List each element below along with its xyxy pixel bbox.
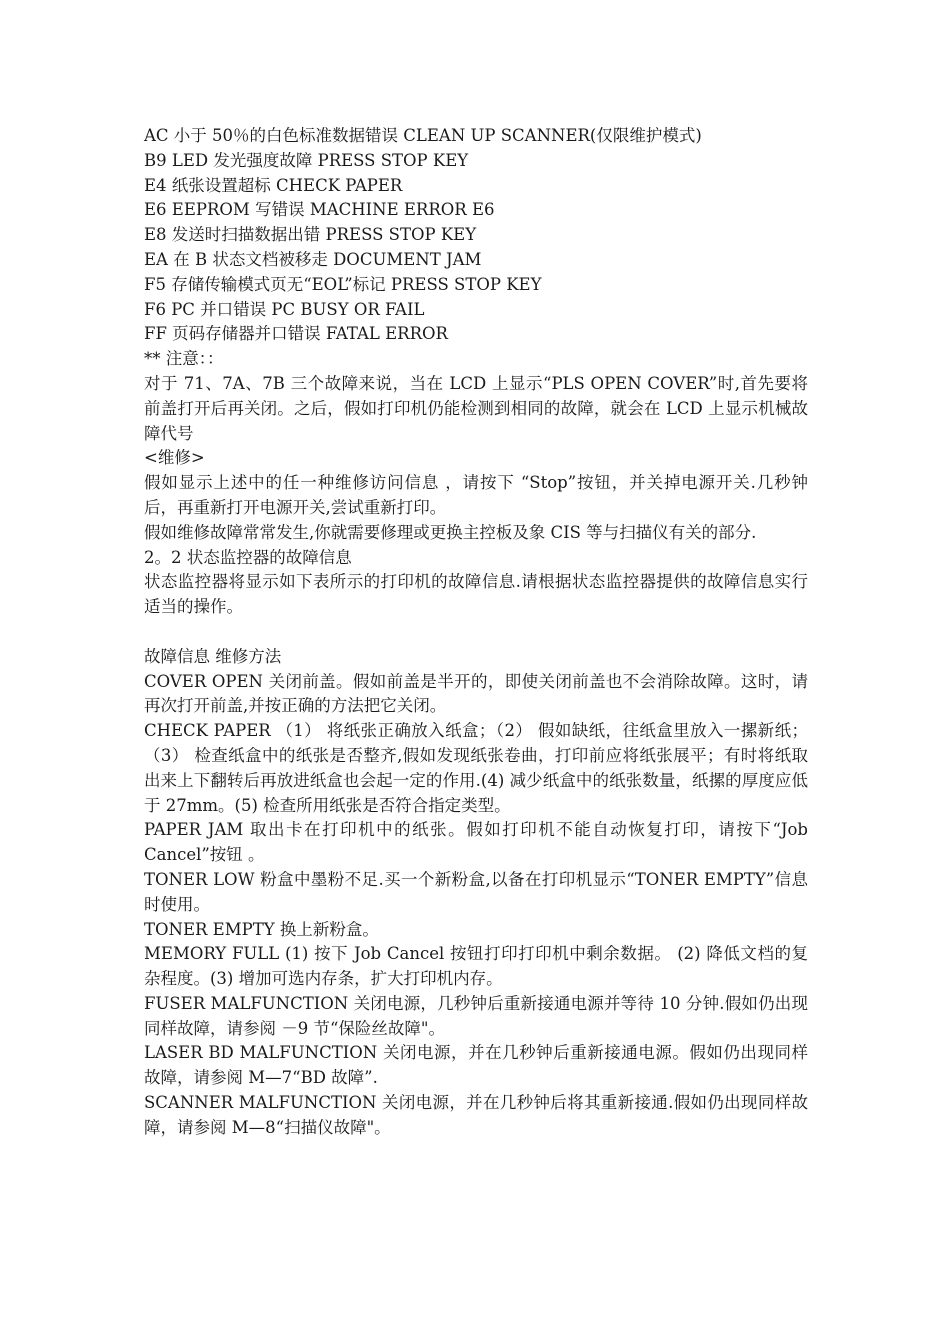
repair-paragraph-1: 假如显示上述中的任一种维修访问信息 ，请按下 “Stop”按钮，并关掉电源开关.几秒钟后，再重新打开电源开关,尝试重新打印。 xyxy=(144,473,808,517)
fault-entry-toner-low: TONER LOW 粉盒中墨粉不足.买一个新粉盒,以备在打印机显示“TONER EMPTY”信息时使用。 xyxy=(144,869,808,914)
error-code-line-f5: F5 存储传输模式页无“EOL”标记 PRESS STOP KEY xyxy=(144,274,542,294)
error-code-line-ac: AC 小于 50％的白色标准数据错误 CLEAN UP SCANNER(仅限维护模式) xyxy=(144,126,702,145)
note-heading: ** 注意：： xyxy=(144,349,224,369)
fault-entry-laser-bd-malfunction: LASER BD MALFUNCTION 关闭电源，并在几秒钟后重新接通电源。假如仍出现同样故障，请参阅 M—7“BD 故障”. xyxy=(144,1043,808,1088)
error-code-line-ff: FF 页码存储器并口错误 FATAL ERROR xyxy=(144,324,448,344)
error-code-line-ea: EA 在 B 状态文档被移走 DOCUMENT JAM xyxy=(144,249,482,269)
section-heading-2-2: 2。2 状态监控器的故障信息 xyxy=(144,547,352,567)
fault-entry-check-paper: CHECK PAPER （1） 将纸张正确放入纸盒；（2） 假如缺纸，往纸盒里放入一摞新纸；（3） 检查纸盒中的纸张是否整齐,假如发现纸张卷曲，打印前应将纸张展平；有时将纸取出来上下翻转后再放进纸盒也会起一定的作用.(4) 减少纸盒中的纸张数量，纸摞的厚度应低于 27mm。(5) 检查所用纸张是否符合指定类型。 xyxy=(144,721,808,815)
error-code-line-e4: E4 纸张设置超标 CHECK PAPER xyxy=(144,175,403,195)
error-code-line-b9: B9 LED 发光强度故障 PRESS STOP KEY xyxy=(144,150,469,170)
fault-entry-memory-full: MEMORY FULL (1) 按下 Job Cancel 按钮打印打印机中剩余数据。 (2) 降低文档的复杂程度。(3) 增加可选内存条，扩大打印机内存。 xyxy=(144,944,808,989)
section-intro-paragraph: 状态监控器将显示如下表所示的打印机的故障信息.请根据状态监控器提供的故障信息实行适当的操作。 xyxy=(144,572,808,617)
repair-paragraph-2: 假如维修故障常常发生,你就需要修理或更换主控板及象 CIS 等与扫描仪有关的部分. xyxy=(144,522,757,542)
table-header-line: 故障信息 维修方法 xyxy=(144,646,282,666)
repair-heading: <维修> xyxy=(144,448,205,468)
fault-entry-paper-jam: PAPER JAM 取出卡在打印机中的纸张。假如打印机不能自动恢复打印，请按下“Job Cancel”按钮 。 xyxy=(144,820,808,865)
blank-line xyxy=(144,620,808,645)
error-code-line-e8: E8 发送时扫描数据出错 PRESS STOP KEY xyxy=(144,225,477,245)
error-code-line-e6: E6 EEPROM 写错误 MACHINE ERROR E6 xyxy=(144,200,495,220)
note-paragraph: 对于 71、7A、7B 三个故障来说，当在 LCD 上显示“PLS OPEN COVER”时,首先要将前盖打开后再关闭。之后，假如打印机仍能检测到相同的故障，就会在 LCD 上显示机械故障代号 xyxy=(144,373,808,443)
fault-entry-cover-open: COVER OPEN 关闭前盖。假如前盖是半开的，即使关闭前盖也不会消除故障。这时，请再次打开前盖,并按正确的方法把它关闭。 xyxy=(144,671,808,716)
fault-entry-toner-empty: TONER EMPTY 换上新粉盒。 xyxy=(144,919,379,939)
fault-entry-scanner-malfunction: SCANNER MALFUNCTION 关闭电源，并在几秒钟后将其重新接通.假如仍出现同样故障，请参阅 M—8“扫描仪故障"。 xyxy=(144,1093,808,1137)
fault-entry-fuser-malfunction: FUSER MALFUNCTION 关闭电源，几秒钟后重新接通电源并等待 10 分钟.假如仍出现同样故障，请参阅 －9 节“保险丝故障"。 xyxy=(144,993,808,1038)
document-body xyxy=(144,124,808,1141)
error-code-line-f6: F6 PC 并口错误 PC BUSY OR FAIL xyxy=(144,299,425,319)
